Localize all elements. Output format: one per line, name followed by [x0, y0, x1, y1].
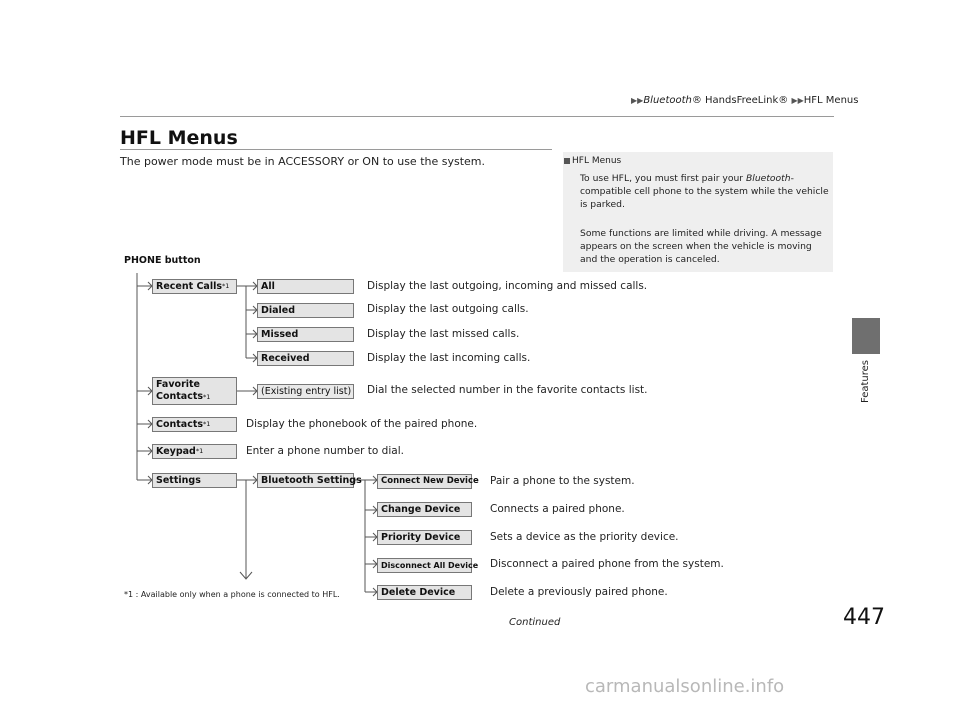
menu-all-desc: Display the last outgoing, incoming and missed calls. [367, 280, 648, 292]
footnote-ref: *1 [222, 282, 230, 290]
menu-bluetooth-settings: Bluetooth Settings [257, 473, 354, 488]
note-paragraph-2: Some functions are limited while driving. A message appears on the screen when the vehicle is moving and the operation is canceled. [580, 228, 822, 265]
breadcrumb-hfl: HandsFreeLink [701, 95, 779, 106]
menu-keypad [152, 444, 237, 459]
menu-favorite-contacts [152, 377, 237, 405]
menu-keypad-label: Keypad [156, 446, 196, 457]
note-p1-text: To use HFL, you must first pair your [580, 173, 746, 184]
menu-connect-new-desc: Pair a phone to the system. [490, 475, 635, 487]
menu-priority-device: Priority Device [377, 530, 472, 545]
menu-favorite-label-1: Favorite [156, 379, 200, 390]
menu-priority-desc: Sets a device as the priority device. [490, 531, 679, 543]
menu-received: Received [257, 351, 354, 366]
menu-contacts-label: Contacts [156, 419, 204, 430]
page-number: 447 [843, 605, 885, 630]
menu-dialed: Dialed [257, 303, 354, 318]
menu-contacts [152, 417, 237, 432]
breadcrumb-current: HFL Menus [803, 95, 859, 106]
footnote-ref: *1 [195, 447, 204, 455]
menu-recent-calls-label: Recent Calls [156, 281, 222, 292]
menu-received-desc: Display the last incoming calls. [367, 352, 531, 364]
breadcrumb-reg: ® [691, 95, 702, 106]
menu-delete-desc: Delete a previously paired phone. [490, 586, 668, 598]
breadcrumb-reg-2: ® [778, 95, 789, 106]
menu-disconnect-desc: Disconnect a paired phone from the system. [490, 558, 724, 570]
intro-text: The power mode must be in ACCESSORY or ON to use the system. [120, 155, 486, 168]
menu-missed-desc: Display the last missed calls. [367, 328, 520, 340]
menu-contacts-desc: Display the phonebook of the paired phone. [246, 418, 478, 430]
menu-existing-desc: Dial the selected number in the favorite contacts list. [367, 384, 648, 396]
breadcrumb-arrow-icon: ▶▶ [631, 96, 644, 105]
menu-favorite-label-2: Contacts [156, 391, 204, 402]
section-label: Features [860, 360, 871, 403]
note-p1-italic: Bluetooth [745, 173, 791, 184]
continued-label: Continued [509, 617, 561, 628]
menu-existing-entry-list: (Existing entry list) [257, 384, 354, 399]
menu-all: All [257, 279, 354, 294]
phone-button-label: PHONE button [124, 255, 201, 266]
menu-change-device: Change Device [377, 502, 472, 517]
menu-delete-device: Delete Device [377, 585, 472, 600]
breadcrumb-arrow-icon: ▶▶ [791, 96, 804, 105]
menu-recent-calls [152, 279, 237, 294]
footnote: *1 : Available only when a phone is connected to HFL. [124, 590, 340, 599]
menu-dialed-desc: Display the last outgoing calls. [367, 303, 529, 315]
note-p1-text-2: -compatible cell phone to the system while the vehicle is parked. [580, 173, 829, 210]
menu-change-desc: Connects a paired phone. [490, 503, 625, 515]
footnote-ref: *1 [203, 393, 211, 401]
footnote-ref: *1 [203, 420, 211, 428]
breadcrumb-bluetooth: Bluetooth [643, 95, 692, 106]
note-heading-text: HFL Menus [572, 156, 622, 166]
menu-connect-new-device: Connect New Device [377, 474, 472, 489]
menu-disconnect-all-device: Disconnect All Device [377, 558, 472, 573]
menu-missed: Missed [257, 327, 354, 342]
menu-settings: Settings [152, 473, 237, 488]
page-title: HFL Menus [120, 127, 238, 149]
menu-keypad-desc: Enter a phone number to dial. [246, 445, 404, 457]
watermark: carmanualsonline.info [585, 676, 785, 697]
